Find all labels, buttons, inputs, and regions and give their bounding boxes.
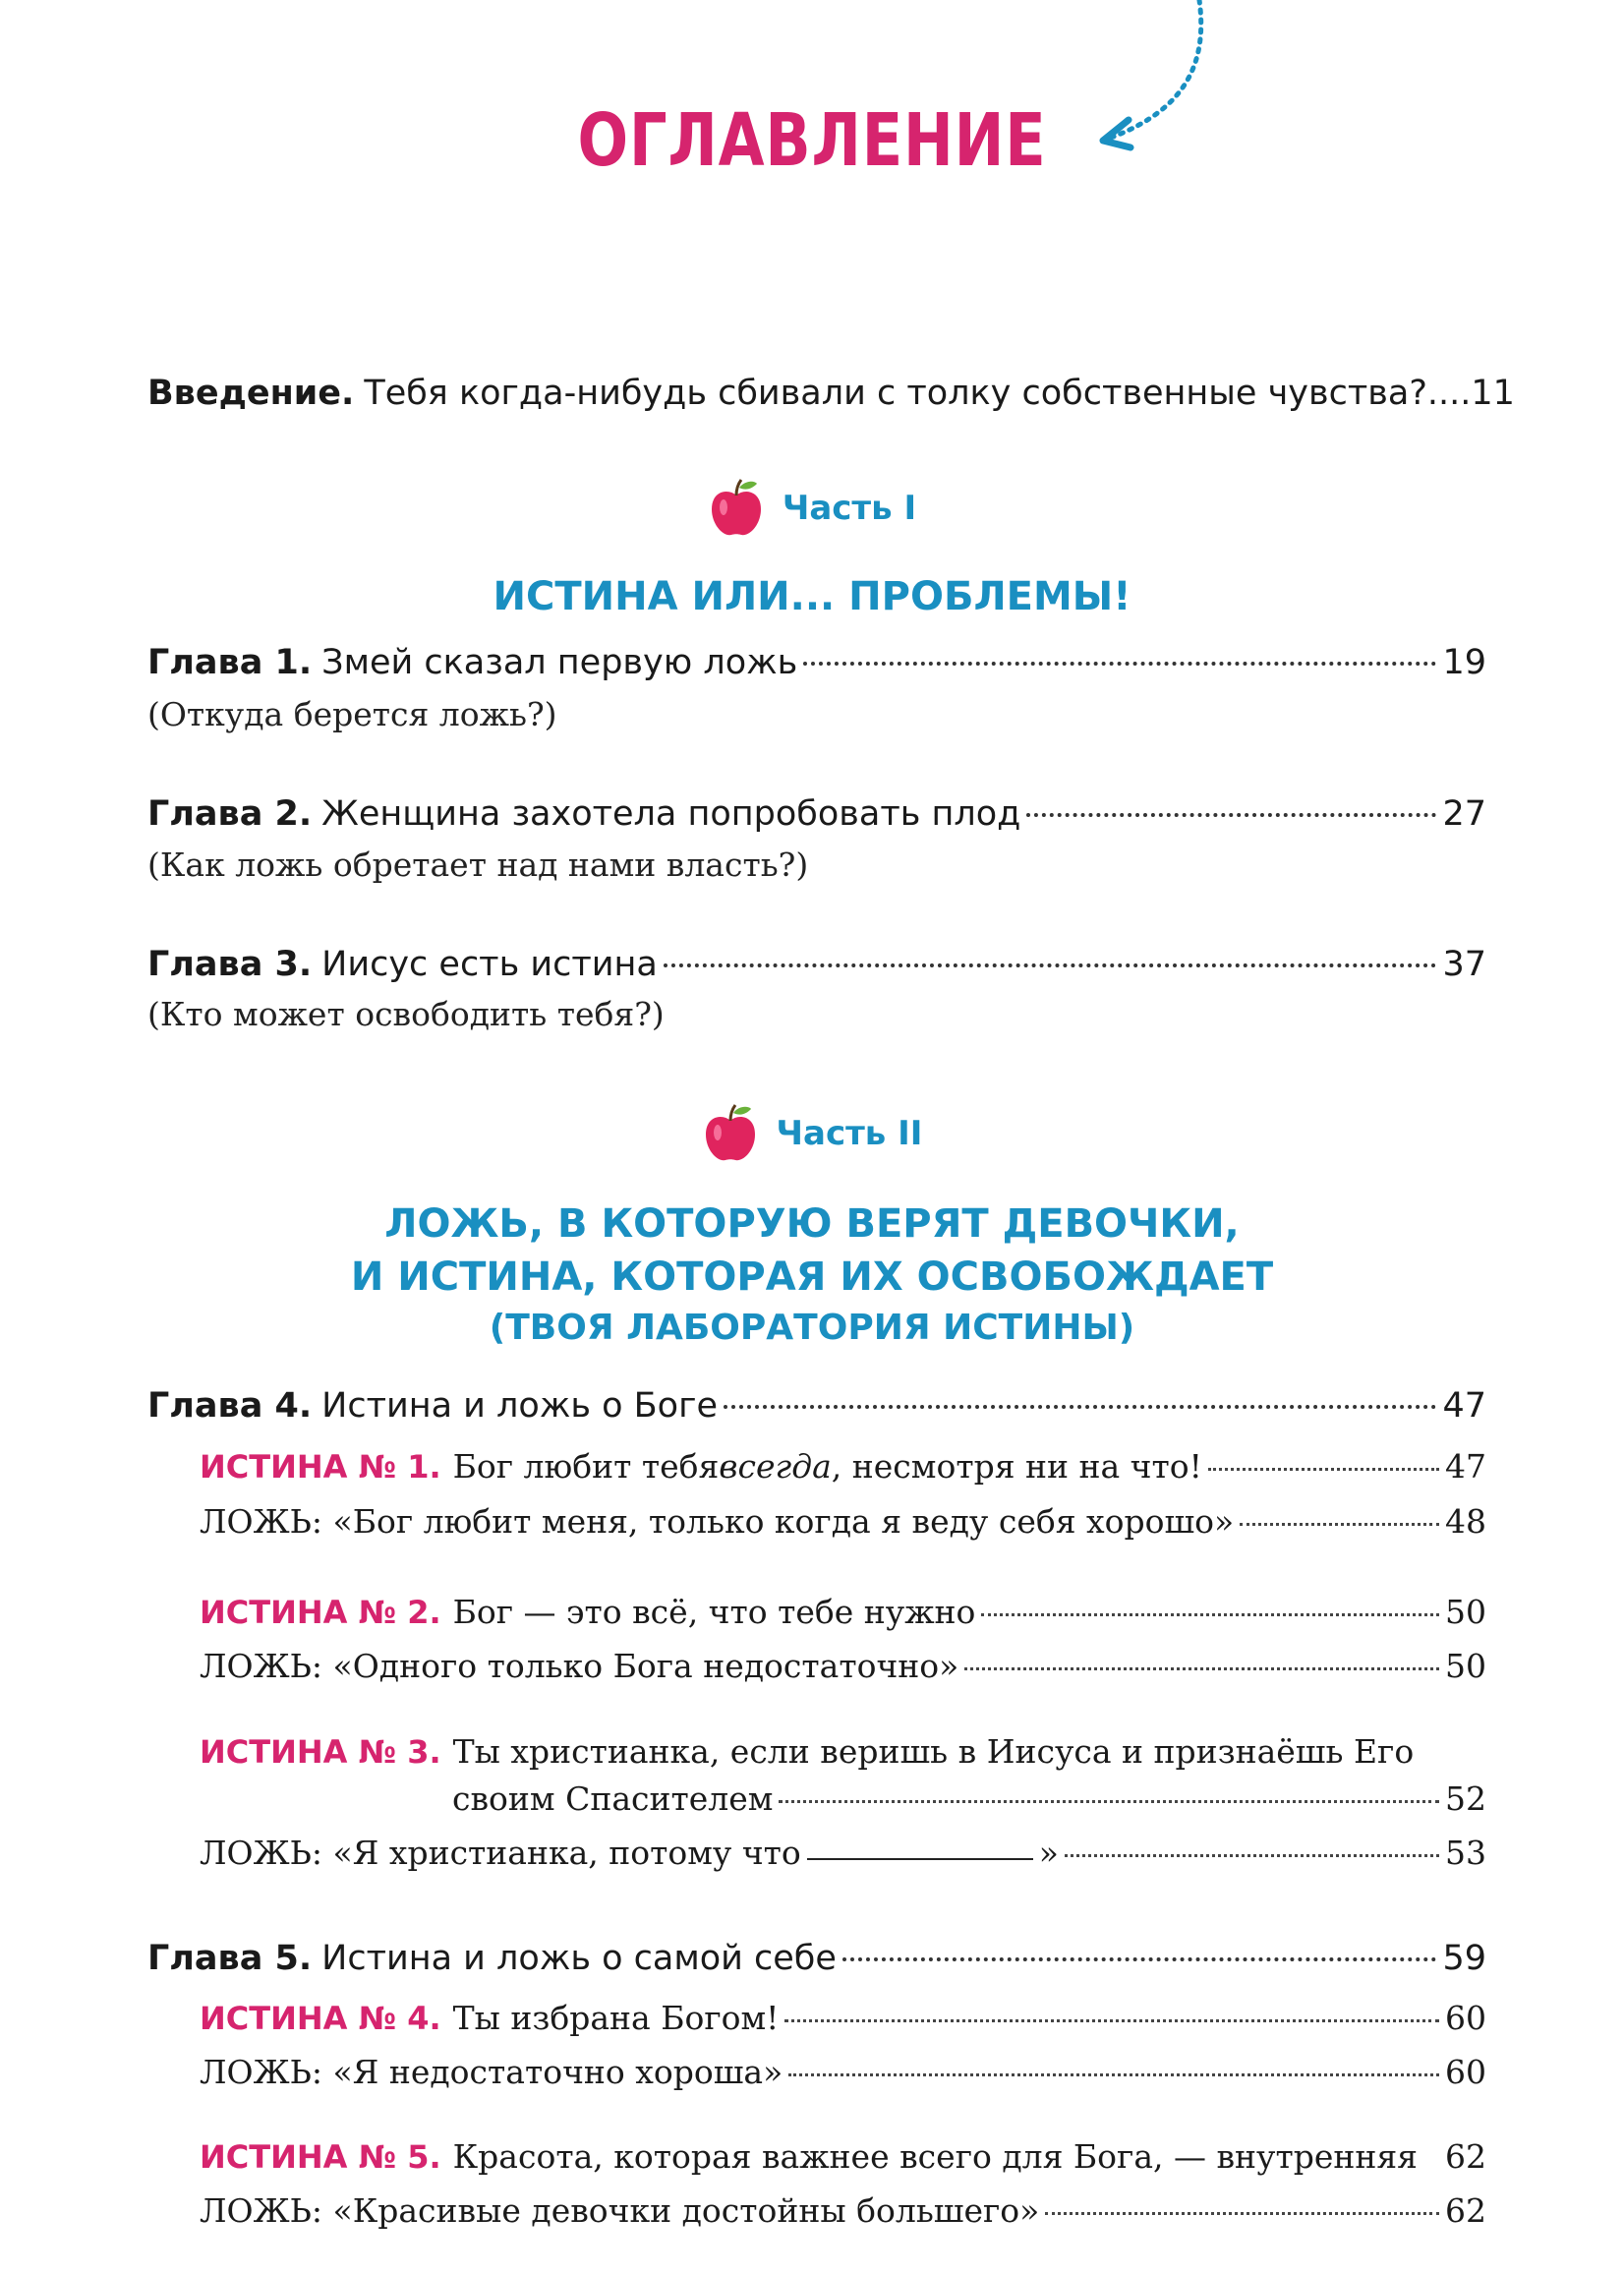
page-number: 47 bbox=[1442, 1386, 1486, 1426]
chapter-label: Глава 3. bbox=[147, 945, 313, 984]
dot-leader bbox=[784, 2019, 1439, 2022]
lie-text: ЛОЖЬ: «Одного только Бога недостаточно» bbox=[200, 1647, 959, 1685]
page-number: 48 bbox=[1445, 1502, 1486, 1541]
truth-text: Бог — это всё, что тебе нужно bbox=[452, 1593, 976, 1631]
truth-text: Красота, которая важнее всего для Бога, — внутренняя bbox=[452, 2137, 1419, 2176]
chapter-title: Змей сказал первую ложь bbox=[321, 643, 798, 682]
fill-in-blank bbox=[807, 1858, 1033, 1860]
chapter-title: Истина и ложь о самой себе bbox=[321, 1939, 837, 1978]
page-number: 62 bbox=[1445, 2137, 1486, 2176]
page-number: 53 bbox=[1445, 1834, 1486, 1872]
dot-leader bbox=[788, 2073, 1439, 2076]
lie-text-b: » bbox=[1038, 1834, 1059, 1872]
page-number: 60 bbox=[1445, 2053, 1486, 2091]
dot-leader bbox=[842, 1957, 1437, 1961]
lie-text: ЛОЖЬ: «Красивые девочки достойны большего» bbox=[200, 2191, 1040, 2230]
intro-label: Введение. bbox=[147, 374, 355, 413]
part1-title: ИСТИНА ИЛИ... ПРОБЛЕМЫ! bbox=[493, 574, 1131, 619]
page-number: 50 bbox=[1445, 1647, 1486, 1685]
dot-leader bbox=[724, 1405, 1436, 1409]
apple-icon bbox=[702, 1103, 759, 1164]
lie-5-entry[interactable] bbox=[200, 2191, 1486, 2230]
page-number: 27 bbox=[1442, 794, 1486, 834]
part2-title-line2: И ИСТИНА, КОТОРАЯ ИХ ОСВОБОЖДАЕТ bbox=[350, 1254, 1274, 1300]
chapter-title: Иисус есть истина bbox=[321, 945, 658, 984]
truth-3-continuation[interactable] bbox=[452, 1779, 1486, 1818]
chapter-1-subtitle: (Откуда берется ложь?) bbox=[147, 695, 557, 733]
page-number: 19 bbox=[1442, 643, 1486, 682]
page-number: 37 bbox=[1442, 945, 1486, 984]
chapter-title: Женщина захотела попробовать плод bbox=[321, 794, 1021, 834]
truth-1-entry[interactable] bbox=[200, 1447, 1486, 1486]
part2-label: Часть II bbox=[776, 1114, 923, 1153]
intro-text: Тебя когда-нибудь сбивали с толку собственные чувства?....11 bbox=[364, 374, 1515, 413]
chapter-label: Глава 2. bbox=[147, 794, 313, 834]
chapter-4-entry[interactable] bbox=[147, 1386, 1486, 1426]
page-number: 59 bbox=[1442, 1939, 1486, 1978]
lie-text: ЛОЖЬ: «Я недостаточно хороша» bbox=[200, 2053, 783, 2091]
page-number: 47 bbox=[1445, 1447, 1486, 1486]
chapter-label: Глава 1. bbox=[147, 643, 313, 682]
dot-leader bbox=[964, 1667, 1439, 1670]
page-title: ОГЛАВЛЕНИЕ bbox=[577, 98, 1047, 183]
chapter-3-subtitle: (Кто может освободить тебя?) bbox=[147, 995, 665, 1033]
intro-entry[interactable] bbox=[147, 374, 1515, 413]
chapter-2-subtitle: (Как ложь обретает над нами власть?) bbox=[147, 845, 809, 884]
lie-1-entry[interactable] bbox=[200, 1502, 1486, 1541]
part1-label: Часть I bbox=[782, 489, 917, 528]
truth-2-entry[interactable] bbox=[200, 1593, 1486, 1631]
truth-text: Ты избрана Богом! bbox=[452, 1999, 780, 2037]
truth-text-line2: своим Спасителем bbox=[452, 1779, 774, 1818]
truth-label: ИСТИНА № 3. bbox=[200, 1733, 441, 1771]
part2-header bbox=[0, 1103, 1624, 1164]
chapter-title: Истина и ложь о Боге bbox=[321, 1386, 718, 1426]
page-number: 60 bbox=[1445, 1999, 1486, 2037]
dot-leader bbox=[779, 1800, 1439, 1803]
page-number: 50 bbox=[1445, 1593, 1486, 1631]
truth-text-em: всегда bbox=[719, 1447, 832, 1486]
chapter-label: Глава 4. bbox=[147, 1386, 313, 1426]
page-number: 62 bbox=[1445, 2191, 1486, 2230]
chapter-1-entry[interactable] bbox=[147, 643, 1486, 682]
truth-5-entry[interactable] bbox=[200, 2137, 1486, 2176]
dot-leader bbox=[1208, 1468, 1439, 1471]
page-number: 52 bbox=[1445, 1779, 1486, 1818]
part2-title-line3: (ТВОЯ ЛАБОРАТОРИЯ ИСТИНЫ) bbox=[489, 1308, 1135, 1348]
lie-2-entry[interactable] bbox=[200, 1647, 1486, 1685]
truth-4-entry[interactable] bbox=[200, 1999, 1486, 2037]
part1-header bbox=[0, 478, 1624, 539]
lie-text: ЛОЖЬ: «Бог любит меня, только когда я веду себя хорошо» bbox=[200, 1502, 1235, 1541]
chapter-2-entry[interactable] bbox=[147, 794, 1486, 834]
lie-4-entry[interactable] bbox=[200, 2053, 1486, 2091]
chapter-3-entry[interactable] bbox=[147, 945, 1486, 984]
truth-text-b: , несмотря ни на что! bbox=[831, 1447, 1202, 1486]
part2-title-line1: ЛОЖЬ, В КОТОРУЮ ВЕРЯТ ДЕВОЧКИ, bbox=[384, 1201, 1240, 1247]
dot-leader bbox=[1026, 813, 1436, 817]
dot-leader bbox=[1045, 2212, 1439, 2215]
truth-label: ИСТИНА № 5. bbox=[200, 2138, 441, 2176]
dot-leader bbox=[803, 662, 1436, 666]
chapter-5-entry[interactable] bbox=[147, 1939, 1486, 1978]
truth-text-a: Бог любит тебя bbox=[452, 1447, 720, 1486]
truth-label: ИСТИНА № 1. bbox=[200, 1448, 441, 1486]
lie-text-a: ЛОЖЬ: «Я христианка, потому что bbox=[200, 1834, 801, 1872]
apple-icon bbox=[708, 478, 765, 539]
dot-leader bbox=[664, 963, 1437, 967]
dot-leader bbox=[1065, 1854, 1439, 1857]
truth-label: ИСТИНА № 2. bbox=[200, 1594, 441, 1631]
truth-3-entry[interactable] bbox=[200, 1732, 1486, 1771]
truth-label: ИСТИНА № 4. bbox=[200, 2000, 441, 2037]
chapter-label: Глава 5. bbox=[147, 1939, 313, 1978]
lie-3-entry[interactable] bbox=[200, 1834, 1486, 1872]
dot-leader bbox=[1240, 1523, 1439, 1526]
dot-leader bbox=[981, 1613, 1439, 1616]
truth-text-line1: Ты христианка, если веришь в Иисуса и признаёшь Его bbox=[452, 1732, 1415, 1771]
